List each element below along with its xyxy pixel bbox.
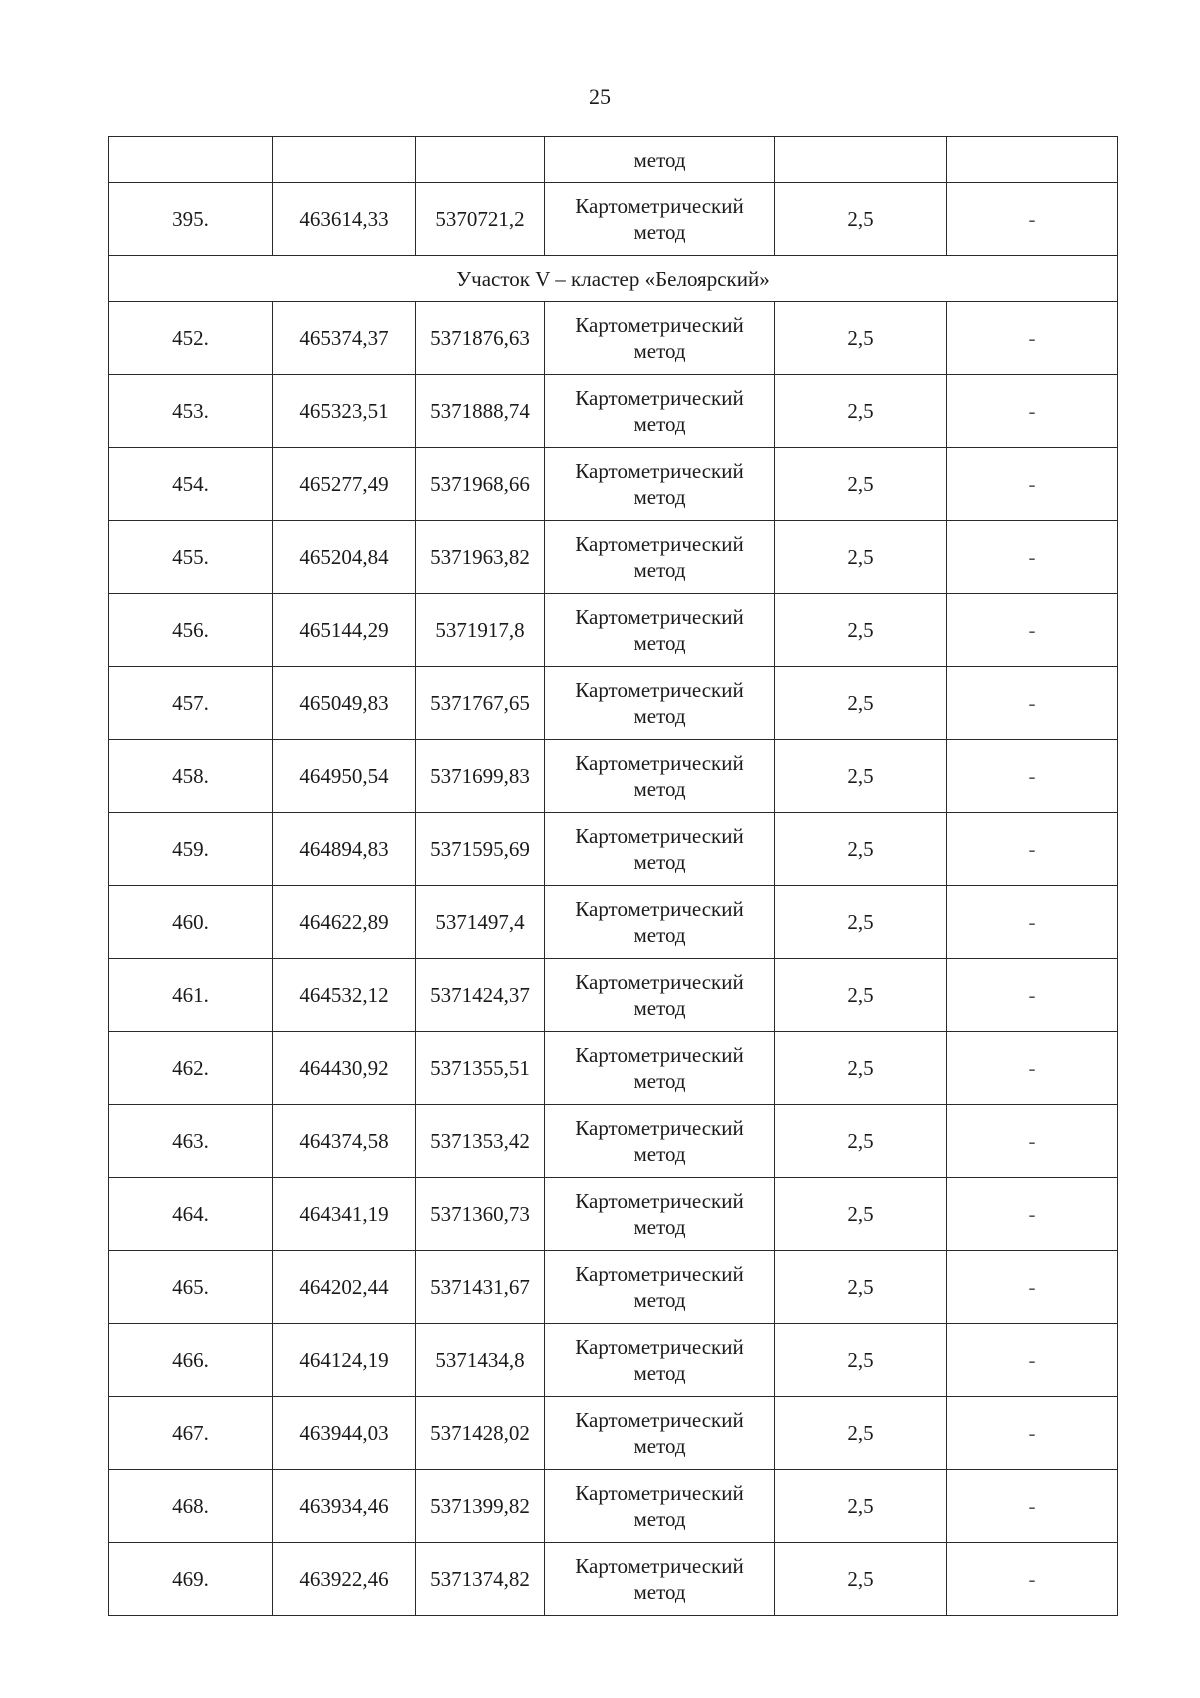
method-line1: Картометрический xyxy=(575,194,744,218)
cell-y: 5371355,51 xyxy=(416,1032,545,1105)
cell-y: 5371699,83 xyxy=(416,740,545,813)
table-row xyxy=(109,448,1118,521)
cell-y: 5371360,73 xyxy=(416,1178,545,1251)
cell-method xyxy=(545,594,775,667)
method-line2: метод xyxy=(633,1580,686,1604)
cell-accuracy: 2,5 xyxy=(775,375,947,448)
method-line1: Картометрический xyxy=(575,1189,744,1213)
cell-num: 454. xyxy=(109,448,273,521)
cell-num: 455. xyxy=(109,521,273,594)
cell-x: 465049,83 xyxy=(273,667,416,740)
cell-accuracy: 2,5 xyxy=(775,1397,947,1470)
cell-num: 456. xyxy=(109,594,273,667)
cell-x: 464430,92 xyxy=(273,1032,416,1105)
cell-note: - xyxy=(947,667,1118,740)
cell-method xyxy=(545,1251,775,1324)
cell-x: 464622,89 xyxy=(273,886,416,959)
cell-y: 5371917,8 xyxy=(416,594,545,667)
cell-method xyxy=(545,1543,775,1616)
cell-num: 461. xyxy=(109,959,273,1032)
cell-y: 5371374,82 xyxy=(416,1543,545,1616)
cell-note: - xyxy=(947,959,1118,1032)
method-line1: Картометрический xyxy=(575,386,744,410)
cell-note: - xyxy=(947,183,1118,256)
cell-note: - xyxy=(947,1178,1118,1251)
cell-y: 5371399,82 xyxy=(416,1470,545,1543)
cell-y: 5371968,66 xyxy=(416,448,545,521)
table-row xyxy=(109,1470,1118,1543)
cell-method xyxy=(545,813,775,886)
method-line2: метод xyxy=(633,220,686,244)
method-line2: метод xyxy=(633,485,686,509)
cell-num: 463. xyxy=(109,1105,273,1178)
cell-method xyxy=(545,886,775,959)
cell-accuracy: 2,5 xyxy=(775,813,947,886)
cell-method xyxy=(545,959,775,1032)
cell-note: - xyxy=(947,302,1118,375)
method-line2: метод xyxy=(633,1361,686,1385)
cell-x: 463934,46 xyxy=(273,1470,416,1543)
method-line2: метод xyxy=(633,923,686,947)
table-row xyxy=(109,886,1118,959)
cell-x: 464124,19 xyxy=(273,1324,416,1397)
cell-accuracy: 2,5 xyxy=(775,1178,947,1251)
method-line1: Картометрический xyxy=(575,532,744,556)
method-line2: метод xyxy=(633,850,686,874)
cell-accuracy: 2,5 xyxy=(775,1251,947,1324)
cell-x: 463922,46 xyxy=(273,1543,416,1616)
cell-note: - xyxy=(947,886,1118,959)
method-line2: метод xyxy=(633,996,686,1020)
table-row xyxy=(109,1178,1118,1251)
cell-accuracy: 2,5 xyxy=(775,183,947,256)
cell-method xyxy=(545,1178,775,1251)
table-row xyxy=(109,813,1118,886)
cell-method xyxy=(545,740,775,813)
cell-y: 5370721,2 xyxy=(416,183,545,256)
cell-note: - xyxy=(947,521,1118,594)
cell-num: 462. xyxy=(109,1032,273,1105)
table-row xyxy=(109,1251,1118,1324)
cell-num: 466. xyxy=(109,1324,273,1397)
table-row xyxy=(109,594,1118,667)
method-line1: Картометрический xyxy=(575,1116,744,1140)
cell-note: - xyxy=(947,1397,1118,1470)
cell-x: 464202,44 xyxy=(273,1251,416,1324)
method-line1: Картометрический xyxy=(575,1262,744,1286)
cell-x: 465323,51 xyxy=(273,375,416,448)
method-line1: Картометрический xyxy=(575,1408,744,1432)
cell-y: 5371595,69 xyxy=(416,813,545,886)
cell-method xyxy=(545,183,775,256)
method-line2: метод xyxy=(633,631,686,655)
cell-y: 5371497,4 xyxy=(416,886,545,959)
cell-x: 463614,33 xyxy=(273,183,416,256)
cell-x: 465374,37 xyxy=(273,302,416,375)
cell-x xyxy=(273,137,416,183)
method-line1: Картометрический xyxy=(575,313,744,337)
cell-accuracy xyxy=(775,137,947,183)
table-row-continued xyxy=(109,137,1118,183)
cell-method xyxy=(545,448,775,521)
cell-accuracy: 2,5 xyxy=(775,667,947,740)
method-line2: метод xyxy=(633,339,686,363)
cell-y: 5371353,42 xyxy=(416,1105,545,1178)
cell-method xyxy=(545,1397,775,1470)
table-row xyxy=(109,1105,1118,1178)
method-line2: метод xyxy=(633,704,686,728)
method-line1: Картометрический xyxy=(575,605,744,629)
cell-num: 453. xyxy=(109,375,273,448)
table-row xyxy=(109,1543,1118,1616)
cell-note: - xyxy=(947,1543,1118,1616)
cell-method xyxy=(545,521,775,594)
cell-y: 5371888,74 xyxy=(416,375,545,448)
cell-x: 464532,12 xyxy=(273,959,416,1032)
cell-y: 5371431,67 xyxy=(416,1251,545,1324)
cell-note: - xyxy=(947,594,1118,667)
cell-accuracy: 2,5 xyxy=(775,1543,947,1616)
cell-num: 465. xyxy=(109,1251,273,1324)
cell-note: - xyxy=(947,740,1118,813)
cell-num: 395. xyxy=(109,183,273,256)
method-line1: Картометрический xyxy=(575,1481,744,1505)
method-line1: Картометрический xyxy=(575,824,744,848)
cell-x: 465204,84 xyxy=(273,521,416,594)
table-row xyxy=(109,740,1118,813)
cell-x: 464950,54 xyxy=(273,740,416,813)
cell-num: 457. xyxy=(109,667,273,740)
page-number: 25 xyxy=(589,84,611,109)
cell-x: 465277,49 xyxy=(273,448,416,521)
method-line2: метод xyxy=(633,1507,686,1531)
method-line1: Картометрический xyxy=(575,459,744,483)
section-header-row xyxy=(109,256,1118,302)
method-line2: метод xyxy=(633,1142,686,1166)
cell-method xyxy=(545,667,775,740)
cell-x: 465144,29 xyxy=(273,594,416,667)
cell-x: 464894,83 xyxy=(273,813,416,886)
method-line1: Картометрический xyxy=(575,751,744,775)
cell-method xyxy=(545,375,775,448)
cell-accuracy: 2,5 xyxy=(775,1324,947,1397)
table-row xyxy=(109,667,1118,740)
cell-note: - xyxy=(947,375,1118,448)
table-row xyxy=(109,959,1118,1032)
method-line2: метод xyxy=(633,1288,686,1312)
cell-method xyxy=(545,1032,775,1105)
cell-method xyxy=(545,1470,775,1543)
cell-num: 452. xyxy=(109,302,273,375)
cell-num: 459. xyxy=(109,813,273,886)
method-line2: метод xyxy=(633,1434,686,1458)
cell-note: - xyxy=(947,1032,1118,1105)
cell-y: 5371767,65 xyxy=(416,667,545,740)
method-line1: Картометрический xyxy=(575,1043,744,1067)
table-row xyxy=(109,375,1118,448)
cell-accuracy: 2,5 xyxy=(775,959,947,1032)
table-row xyxy=(109,1397,1118,1470)
cell-y: 5371876,63 xyxy=(416,302,545,375)
cell-method xyxy=(545,1324,775,1397)
cell-note: - xyxy=(947,448,1118,521)
cell-accuracy: 2,5 xyxy=(775,594,947,667)
cell-accuracy: 2,5 xyxy=(775,1105,947,1178)
cell-accuracy: 2,5 xyxy=(775,302,947,375)
cell-x: 464341,19 xyxy=(273,1178,416,1251)
cell-num: 467. xyxy=(109,1397,273,1470)
cell-note: - xyxy=(947,1470,1118,1543)
method-line2: метод xyxy=(633,558,686,582)
method-line2: метод xyxy=(633,1069,686,1093)
cell-method xyxy=(545,302,775,375)
cell-y: 5371424,37 xyxy=(416,959,545,1032)
cell-y: 5371434,8 xyxy=(416,1324,545,1397)
cell-note xyxy=(947,137,1118,183)
cell-accuracy: 2,5 xyxy=(775,521,947,594)
table-row xyxy=(109,1032,1118,1105)
cell-x: 463944,03 xyxy=(273,1397,416,1470)
coordinates-table xyxy=(108,136,1118,1616)
cell-note: - xyxy=(947,813,1118,886)
cell-note: - xyxy=(947,1251,1118,1324)
cell-x: 464374,58 xyxy=(273,1105,416,1178)
cell-num: 458. xyxy=(109,740,273,813)
cell-accuracy: 2,5 xyxy=(775,886,947,959)
cell-y: 5371428,02 xyxy=(416,1397,545,1470)
method-line2: метод xyxy=(633,1215,686,1239)
table-row xyxy=(109,302,1118,375)
method-line1: Картометрический xyxy=(575,1554,744,1578)
table-row xyxy=(109,183,1118,256)
cell-num: 460. xyxy=(109,886,273,959)
method-line2: метод xyxy=(633,777,686,801)
cell-note: - xyxy=(947,1324,1118,1397)
table-row xyxy=(109,521,1118,594)
table-row xyxy=(109,1324,1118,1397)
section-title: Участок V – кластер «Белоярский» xyxy=(109,256,1118,302)
cell-accuracy: 2,5 xyxy=(775,1470,947,1543)
cell-accuracy: 2,5 xyxy=(775,1032,947,1105)
method-line2: метод xyxy=(633,412,686,436)
cell-num: 469. xyxy=(109,1543,273,1616)
cell-num: 464. xyxy=(109,1178,273,1251)
cell-num xyxy=(109,137,273,183)
cell-y xyxy=(416,137,545,183)
cell-method: метод xyxy=(545,137,775,183)
cell-accuracy: 2,5 xyxy=(775,448,947,521)
method-line1: Картометрический xyxy=(575,897,744,921)
method-line1: Картометрический xyxy=(575,970,744,994)
cell-method xyxy=(545,1105,775,1178)
method-line1: Картометрический xyxy=(575,1335,744,1359)
cell-accuracy: 2,5 xyxy=(775,740,947,813)
cell-y: 5371963,82 xyxy=(416,521,545,594)
method-line1: Картометрический xyxy=(575,678,744,702)
cell-note: - xyxy=(947,1105,1118,1178)
cell-num: 468. xyxy=(109,1470,273,1543)
